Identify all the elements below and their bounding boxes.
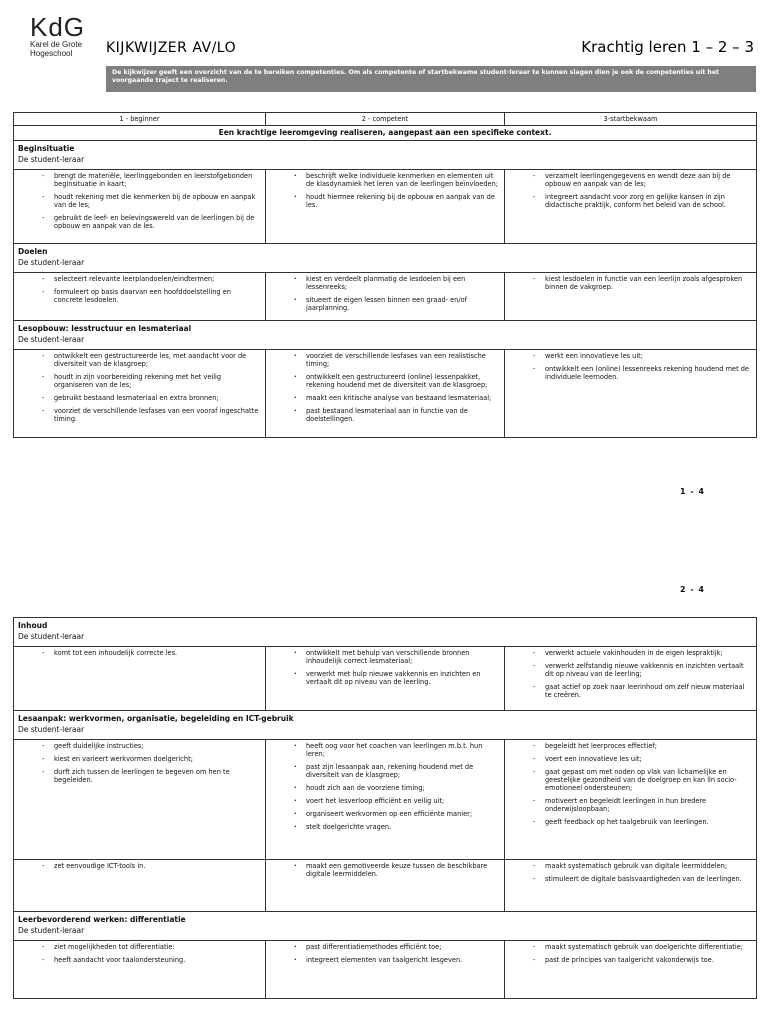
competence-item: - durft zich tussen de leerlingen te begeven om hen te begeleiden. xyxy=(42,768,261,784)
section-title: Inhoud xyxy=(18,621,48,630)
column-header-level-3: 3-startbekwaam xyxy=(505,113,757,126)
competence-cell-level-3 xyxy=(505,273,757,321)
competence-item: - heeft aandacht voor taalondersteuning. xyxy=(42,956,261,964)
competence-item: - gaat actief op zoek naar leerinhoud om zelf nieuw materiaal te creëren. xyxy=(533,683,752,699)
competence-row xyxy=(14,941,757,999)
competence-item: · heeft oog voor het coachen van leerlingen m.b.t. hun leren; xyxy=(294,742,500,758)
section-subtitle: De student-leraar xyxy=(18,335,85,344)
competence-item: · voert het lesverloop efficiënt en veilig uit; xyxy=(294,797,500,805)
competence-row xyxy=(14,350,757,438)
competence-item: - verwerkt zelfstandig nieuwe vakkennis en inzichten vertaalt dit op niveau van de leerling; xyxy=(533,662,752,678)
competence-item: - selecteert relevante leerplandoelen/eindtermen; xyxy=(42,275,261,283)
column-header-level-2: 2 - competent xyxy=(266,113,505,126)
competence-list xyxy=(42,649,261,657)
competence-item: · houdt hiermee rekening bij de opbouw en aanpak van de les. xyxy=(294,193,500,209)
competence-item: - gebruikt bestaand lesmateriaal en extra bronnen; xyxy=(42,394,261,402)
rubric-table-page-1 xyxy=(13,112,757,438)
competence-item: - formuleert op basis daarvan een hoofddoelstelling en concrete lesdoelen. xyxy=(42,288,261,304)
competence-item: - gebruikt de leef- en belevingswereld van de leerlingen bij de opbouw en aanpak van de les. xyxy=(42,214,261,230)
section-title: Lesaanpak: werkvormen, organisatie, begeleiding en ICT-gebruik xyxy=(18,714,294,723)
competence-item: · ontwikkelt een gestructureerd (online) lessenpakket, rekening houdend met de diversiteit van de klasgroep; xyxy=(294,373,500,389)
competence-item: - voert een innovatieve les uit; xyxy=(533,755,752,763)
competence-cell-level-3 xyxy=(505,941,757,999)
competence-list xyxy=(42,275,261,304)
section-header-row xyxy=(14,912,757,941)
competence-cell-level-1 xyxy=(14,170,266,244)
competence-item: - kiest lesdoelen in functie van een leerlijn zoals afgesproken binnen de vakgroep. xyxy=(533,275,752,291)
competence-cell-level-3 xyxy=(505,860,757,912)
competence-item: - brengt de materiële, leerlinggebonden en leerstofgebonden beginsituatie in kaart; xyxy=(42,172,261,188)
competence-cell-level-3 xyxy=(505,647,757,711)
intro-banner: De kijkwijzer geeft een overzicht van de te bereiken competenties. Om als competente of startbekwame student-leraar te kunnen slagen dien je ook de competenties uit het voorgaande traject te realiseren. xyxy=(106,66,756,92)
competence-cell-level-3 xyxy=(505,740,757,860)
competence-item: - maakt systematisch gebruik van doelgerichte differentiatie; xyxy=(533,943,752,951)
competence-list xyxy=(533,943,752,964)
document-title: KIJKWIJZER AV/LO xyxy=(106,40,237,56)
competence-cell-level-1 xyxy=(14,860,266,912)
competence-item: · stelt doelgerichte vragen. xyxy=(294,823,500,831)
page-number-1: 1 - 4 xyxy=(679,487,705,496)
section-title: Leerbevorderend werken: differentiatie xyxy=(18,915,186,924)
section-header-cell xyxy=(14,618,757,647)
section-header-cell xyxy=(14,912,757,941)
competence-item: - integreert aandacht voor zorg en gelijke kansen in zijn didactische praktijk, conform het beleid van de school. xyxy=(533,193,752,209)
competence-item: - gaat gepast om met noden op vlak van lichamelijke en geestelijke gezondheid van de doelgroep en kan lln socio-emotioneel ondersteunen; xyxy=(533,768,752,792)
competence-list xyxy=(42,352,261,423)
column-header-row xyxy=(14,113,757,126)
competence-item: · voorziet de verschillende lesfases van een realistische timing; xyxy=(294,352,500,368)
competence-item: · organiseert werkvormen op een efficiënte manier; xyxy=(294,810,500,818)
competence-cell-level-1 xyxy=(14,350,266,438)
rubric-table-page-2 xyxy=(13,617,757,999)
competence-row xyxy=(14,647,757,711)
competence-item: · situeert de eigen lessen binnen een graad- en/of jaarplanning. xyxy=(294,296,500,312)
competence-list xyxy=(533,352,752,381)
competence-item: - houdt in zijn voorbereiding rekening met het veilig organiseren van de les; xyxy=(42,373,261,389)
competence-cell-level-3 xyxy=(505,170,757,244)
competence-item: - voorziet de verschillende lesfases van een vooraf ingeschatte timing. xyxy=(42,407,261,423)
competence-cell-level-1 xyxy=(14,941,266,999)
section-subtitle: De student-leraar xyxy=(18,632,85,641)
section-header-cell xyxy=(14,244,757,273)
competence-list xyxy=(294,275,500,312)
competence-list xyxy=(294,649,500,686)
section-header-row xyxy=(14,244,757,273)
competence-cell-level-2 xyxy=(266,170,505,244)
competence-cell-level-3 xyxy=(505,350,757,438)
competence-cell-level-1 xyxy=(14,740,266,860)
competence-row xyxy=(14,860,757,912)
section-title: Lesopbouw: lesstructuur en lesmateriaal xyxy=(18,324,192,333)
competence-list xyxy=(533,649,752,699)
logo-line-1: Karel de Grote xyxy=(30,40,83,49)
section-subtitle: De student-leraar xyxy=(18,155,85,164)
competence-item: · ontwikkelt met behulp van verschillende bronnen inhoudelijk correct lesmateriaal; xyxy=(294,649,500,665)
competence-cell-level-2 xyxy=(266,350,505,438)
section-header-row xyxy=(14,618,757,647)
section-title: Beginsituatie xyxy=(18,144,75,153)
competence-item: · past bestaand lesmateriaal aan in functie van de doelstellingen. xyxy=(294,407,500,423)
competence-item: - motiveert en begeleidt leerlingen in hun bredere onderwijsloopbaan; xyxy=(533,797,752,813)
competence-item: - ziet mogelijkheden tot differentiatie: xyxy=(42,943,261,951)
competence-list xyxy=(42,943,261,964)
competence-cell-level-2 xyxy=(266,273,505,321)
competence-item: · verwerkt met hulp nieuwe vakkennis en inzichten en vertaalt dit op niveau van de leerling. xyxy=(294,670,500,686)
section-header-row xyxy=(14,321,757,350)
section-title: Doelen xyxy=(18,247,48,256)
page-number-2: 2 - 4 xyxy=(679,585,705,594)
section-header-row xyxy=(14,141,757,170)
context-row xyxy=(14,126,757,141)
competence-list xyxy=(533,275,752,291)
competence-item: - stimuleert de digitale basisvaardigheden van de leerlingen. xyxy=(533,875,752,883)
competence-item: - houdt rekening met die kenmerken bij de opbouw en aanpak van de les; xyxy=(42,193,261,209)
competence-cell-level-2 xyxy=(266,647,505,711)
section-subtitle: De student-leraar xyxy=(18,258,85,267)
competence-item: - begeleidt het leerproces effectief; xyxy=(533,742,752,750)
competence-item: · beschrijft welke individuele kenmerken en elementen uit de klasdynamiek het leren van de leerlingen beïnvloeden; xyxy=(294,172,500,188)
competence-cell-level-1 xyxy=(14,273,266,321)
competence-cell-level-2 xyxy=(266,941,505,999)
competence-list xyxy=(42,172,261,230)
competence-list xyxy=(533,742,752,826)
competence-item: - past de principes van taalgericht vakonderwijs toe. xyxy=(533,956,752,964)
competence-list xyxy=(294,742,500,831)
section-header-cell xyxy=(14,321,757,350)
competence-item: - verwerkt actuele vakinhouden in de eigen lespraktijk; xyxy=(533,649,752,657)
competence-list xyxy=(42,862,261,870)
competence-item: - geeft duidelijke instructies; xyxy=(42,742,261,750)
competence-item: · houdt zich aan de voorziene timing; xyxy=(294,784,500,792)
kdg-logo xyxy=(30,14,100,58)
logo-line-2: Hogeschool xyxy=(30,49,73,58)
competence-item: · past differentiatiemethodes efficiënt toe; xyxy=(294,943,500,951)
competence-item: - ontwikkelt een (online) lessenreeks rekening houdend met de individuele leernoden. xyxy=(533,365,752,381)
section-header-row xyxy=(14,711,757,740)
competence-list xyxy=(294,943,500,964)
section-header-cell xyxy=(14,711,757,740)
competence-item: - zet eenvoudige ICT-tools in. xyxy=(42,862,261,870)
competence-item: - komt tot een inhoudelijk correcte les. xyxy=(42,649,261,657)
competence-item: · integreert elementen van taalgericht lesgeven. xyxy=(294,956,500,964)
competence-item: - werkt een innovatieve les uit; xyxy=(533,352,752,360)
competence-item: - maakt systematisch gebruik van digitale leermiddelen; xyxy=(533,862,752,870)
competence-list xyxy=(294,352,500,423)
competence-list xyxy=(533,172,752,209)
competence-item: - geeft feedback op het taalgebruik van leerlingen. xyxy=(533,818,752,826)
competence-list xyxy=(533,862,752,883)
section-header-cell xyxy=(14,141,757,170)
competence-list xyxy=(42,742,261,784)
document-subtitle: Krachtig leren 1 – 2 – 3 xyxy=(581,38,754,56)
competence-row xyxy=(14,740,757,860)
competence-item: · maakt een kritische analyse van bestaand lesmateriaal; xyxy=(294,394,500,402)
section-subtitle: De student-leraar xyxy=(18,725,85,734)
competence-item: - ontwikkelt een gestructureerde les, met aandacht voor de diversiteit van de klasgroep; xyxy=(42,352,261,368)
context-heading: Een krachtige leeromgeving realiseren, aangepast aan een specifieke context. xyxy=(14,126,757,141)
competence-item: - kiest en varieert werkvormen doelgericht; xyxy=(42,755,261,763)
competence-list xyxy=(294,172,500,209)
competence-cell-level-1 xyxy=(14,647,266,711)
section-subtitle: De student-leraar xyxy=(18,926,85,935)
competence-row xyxy=(14,170,757,244)
competence-item: - verzamelt leerlingengegevens en wendt deze aan bij de opbouw en aanpak van de les; xyxy=(533,172,752,188)
competence-row xyxy=(14,273,757,321)
competence-item: · past zijn lesaanpak aan, rekening houdend met de diversiteit van de klasgroep; xyxy=(294,763,500,779)
competence-item: · maakt een gemotiveerde keuze tussen de beschikbare digitale leermiddelen. xyxy=(294,862,500,878)
competence-cell-level-2 xyxy=(266,860,505,912)
competence-cell-level-2 xyxy=(266,740,505,860)
logo-mark: KdG xyxy=(30,12,86,42)
competence-list xyxy=(294,862,500,878)
competence-item: · kiest en verdeelt planmatig de lesdoelen bij een lessenreeks; xyxy=(294,275,500,291)
column-header-level-1: 1 - beginner xyxy=(14,113,266,126)
